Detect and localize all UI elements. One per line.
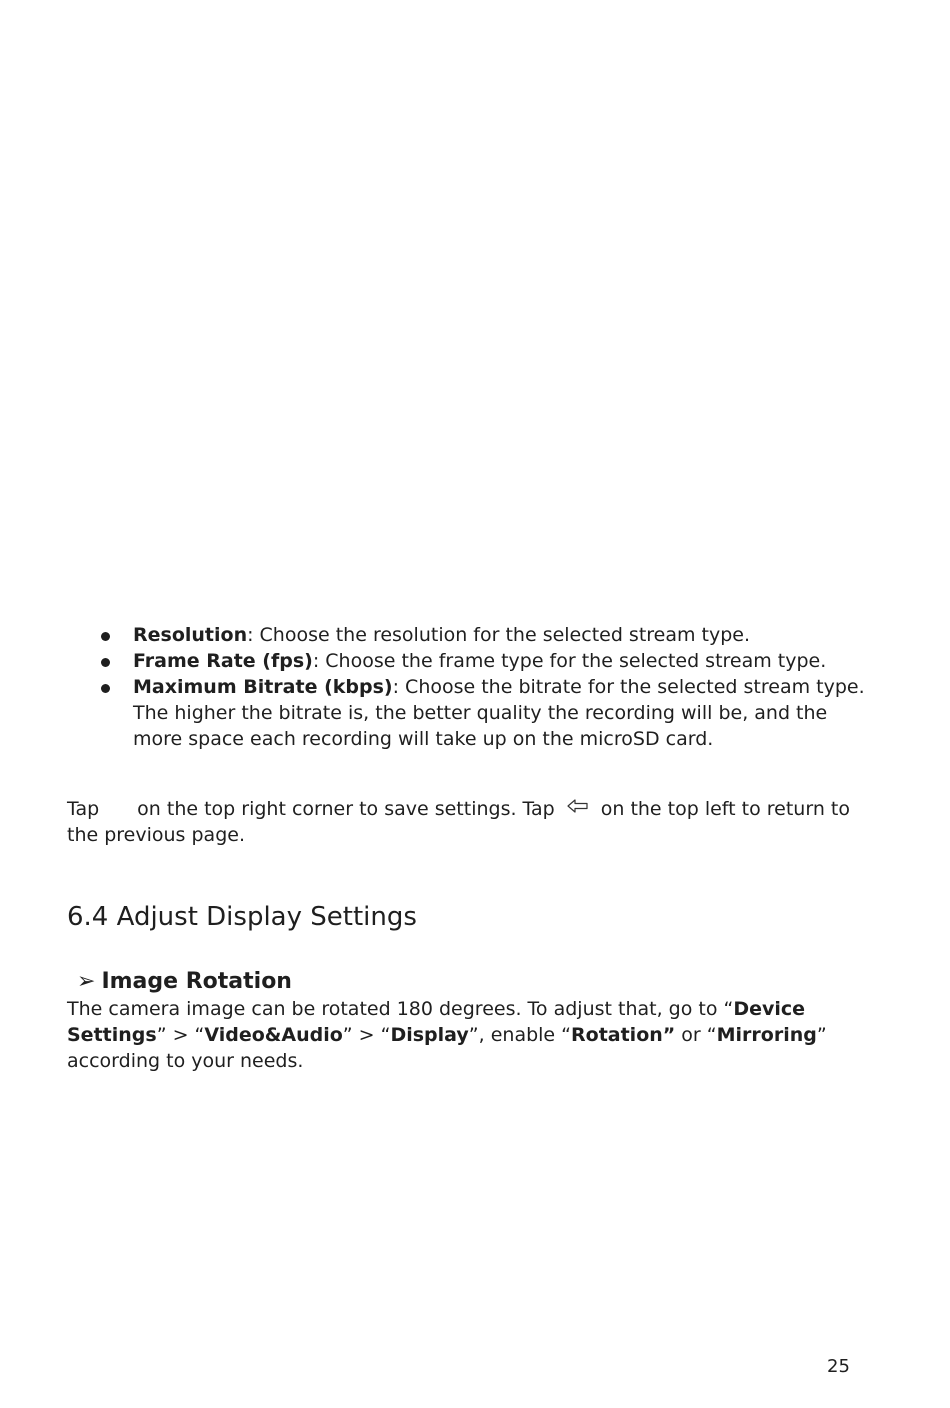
section-title: 6.4 Adjust Display Settings: [67, 902, 417, 932]
bullet-term: Resolution: [133, 624, 248, 646]
tap-text-1: Tap: [67, 798, 100, 820]
rotation-instructions: [67, 996, 867, 1074]
rotation-text: The camera image can be rotated 180 degrees. To adjust that, go to “: [67, 998, 734, 1020]
list-item: [67, 648, 867, 674]
tap-text-2: on the top right corner to save settings. Tap: [137, 798, 555, 820]
device-settings-term: Device Settings: [67, 998, 806, 1046]
tap-text-3: on the top left to return to the previous page.: [67, 798, 850, 846]
bullet-text: : Choose the frame type for the selected stream type.: [312, 650, 827, 672]
bullet-term: Frame Rate (fps): [133, 650, 313, 672]
bullet-text: : Choose the resolution for the selected stream type.: [247, 624, 751, 646]
bullet-icon: [101, 632, 110, 641]
rotation-text: ” > “: [156, 1024, 205, 1046]
bullet-text: : Choose the bitrate for the selected stream type. The higher the bitrate is, the better quality the recording will be, and the more space each recording will take up on the microSD card.: [133, 676, 865, 750]
bullet-term: Maximum Bitrate (kbps): [133, 676, 393, 698]
list-item: [67, 622, 867, 648]
stream-settings-list: [67, 622, 867, 752]
rotation-text: ”, enable “: [468, 1024, 572, 1046]
page-number: 25: [827, 1356, 850, 1377]
list-item: [67, 674, 867, 752]
subsection-label: Image Rotation: [101, 969, 292, 994]
display-term: Display: [390, 1024, 469, 1046]
bullet-icon: [101, 658, 110, 667]
back-arrow-icon: [555, 796, 601, 822]
rotation-text: ” according to your needs.: [67, 1024, 827, 1072]
rotation-text: ” > “: [342, 1024, 391, 1046]
subsection-title: [77, 967, 292, 997]
mirroring-term: Mirroring: [716, 1024, 817, 1046]
rotation-text: or “: [675, 1024, 717, 1046]
rotation-term: Rotation”: [571, 1024, 676, 1046]
video-audio-term: Video&Audio: [204, 1024, 343, 1046]
arrow-bullet-icon: ➢: [77, 969, 96, 994]
bullet-icon: [101, 684, 110, 693]
save-instructions: [67, 796, 867, 848]
